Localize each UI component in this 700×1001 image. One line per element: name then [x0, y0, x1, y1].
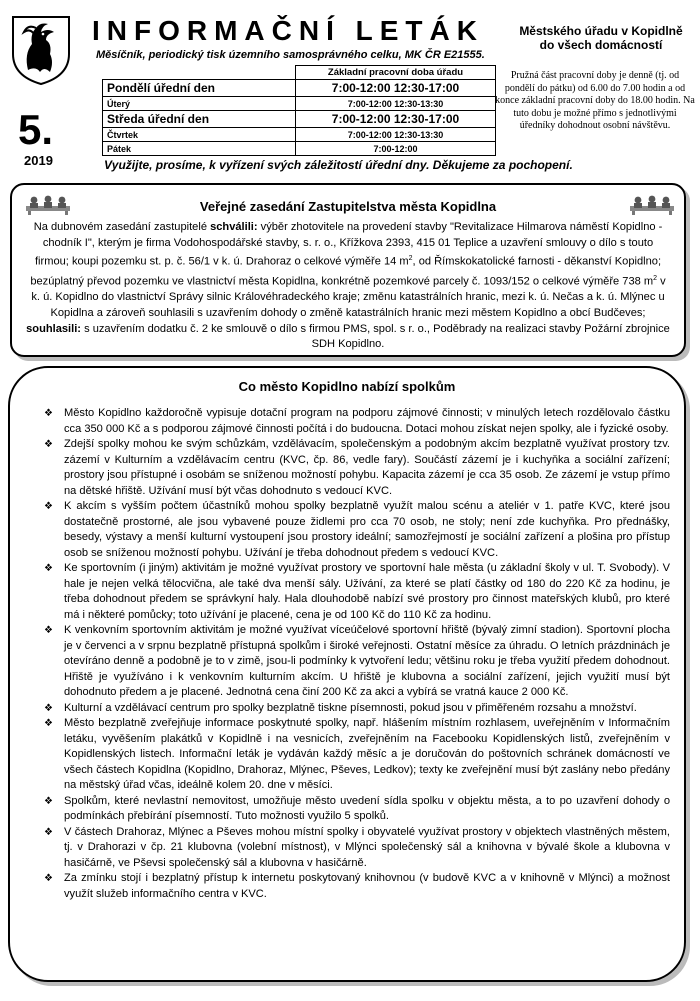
- masthead-subtitle: Měsíčník, periodický tisk územního samosprávného celku, MK ČR E21555.: [96, 49, 485, 61]
- list-item-text: Kulturní a vzdělávací centrum pro spolky bezplatně tiskne písemnosti, pokud jsou v přiměřeném rozsahu a množství.: [64, 701, 637, 714]
- council-text: v k. ú. Kopidlno do vlastnictví Správy silnic Královéhradeckého kraje; změnu katastrálních hranic, mezi k. ú. Nečas a k. ú. Mlýnec u Kopidlna a zároveň souhlasili s uzavřením dohody o změně katastrálních hranic mezi městem Kopidlno a obcí Budčeves;: [31, 275, 666, 319]
- council-superscript: 2: [653, 274, 658, 282]
- list-item: [44, 871, 670, 902]
- list-item-text: Ke sportovním (i jiným) aktivitám je možné využívat prostory ve sportovní hale města (u základní školy v ul. T. Svobody). V hale je nejen velká tělocvična, ale také dva menší sály. Užívání, za které se platí částky od 180 do 220 Kč za hodinu, je třeba dohodnout předem se správkyní haly. Hala dlouhodobě nabízí své prostory pro činnost mateřských klubů, pro které má i některé pomůcky; toto užívání je placené, cena je od 100 Kč do 110 Kč za hodinu.: [64, 562, 670, 621]
- bullet-diamond-icon: ❖: [44, 702, 53, 714]
- council-meeting-text: [25, 220, 671, 353]
- office-hours-corner: [103, 66, 296, 80]
- office-hours-day: Úterý: [103, 97, 296, 111]
- list-item: [44, 406, 670, 437]
- distribution-title-line-2: do všech domácností: [539, 38, 663, 52]
- list-item: [44, 794, 670, 825]
- bullet-diamond-icon: ❖: [44, 408, 53, 419]
- office-hours-times: 7:00-12:00 12:30-13:30: [296, 128, 496, 142]
- council-text: výběr zhotovitele na provedení stavby "Revitalizace Hilmarova náměstí Kopidlno - chodník I", kterým je firma Vodohospodářské stavby, s. r. o., Křížkova 2393, 415 01 Teplice a uzavření smlouvy o dílo s touto firmou; koupi pozemku st. p. č. 56/1 v k. ú. Drahoraz o celkové výměře 14 m: [34, 221, 663, 269]
- office-hours-times: 7:00-12:00 12:30-17:00: [296, 111, 496, 128]
- council-text: s uzavřením dodatku č. 2 ke smlouvě o dílo s firmou PMS, spol. s r. o., Poděbrady na realizaci stavby Požární zbrojnice SDH Kopidlno.: [81, 322, 670, 351]
- list-item: [44, 825, 670, 872]
- office-hours-day: Pondělí úřední den: [103, 80, 296, 97]
- office-hours-times: 7:00-12:00: [296, 142, 496, 156]
- list-item: [44, 499, 670, 561]
- issue-year: 2019: [24, 153, 53, 168]
- masthead-title: INFORMAČNÍ LETÁK: [92, 15, 484, 46]
- flexible-hours-note: Pružná část pracovní doby je denně (tj. od pondělí do pátku) od 6.00 do 7.00 hodin a od konce základní pracovní doby do 18.00 hodin. Na tuto dobu je možné přímo s jednotlivými úředníky dohodnout osobní návštěvu.: [495, 70, 695, 132]
- clubs-offer-title: Co město Kopidlno nabízí spolkům: [238, 379, 456, 394]
- town-crest-goat-icon: [10, 14, 72, 86]
- list-item-text: Za zmínku stojí i bezplatný přístup k internetu poskytovaný knihovnou (v budově KVC a v knihovně v Mlýnci) a možnost využít služeb informačního centra v KVC.: [64, 872, 670, 900]
- council-superscript: 2: [408, 255, 413, 263]
- office-hours-day: Středa úřední den: [103, 111, 296, 128]
- list-item: [44, 561, 670, 623]
- bullet-diamond-icon: ❖: [44, 439, 53, 450]
- list-item-text: Město Kopidlno každoročně vypisuje dotační program na podporu zájmové činnosti; v minulých letech rozdělovalo částku cca 350 000 Kč a s podporou zájmové činnosti počítá i do budoucna. Dotaci mohou získat nejen spolky, ale i fyzické osoby.: [64, 407, 670, 435]
- list-item-text: V částech Drahoraz, Mlýnec a Pševes mohou místní spolky i obyvatelé využívat prostory v objektech vlastněných městem, tj. v Drahorazi v čp. 21 klubovna (volební místnost), v Mlýnci společenský sál a knihovna v bývalé škole a klubovna v hasičárně, ve Pševsi společenský sál a klubovna v hasičárně.: [64, 825, 670, 869]
- bullet-diamond-icon: ❖: [44, 795, 53, 807]
- council-approved-label: schválili:: [210, 221, 258, 233]
- council-agreed-label: souhlasili:: [26, 322, 81, 335]
- office-hours-day: Čtvrtek: [103, 128, 296, 142]
- list-item-text: Spolkům, které nevlastní nemovitost, umožňuje město uvedení sídla spolku v objektu města, a to po uzavření dohody o podmínkách přebírání písemností. Tuto možnosti využilo 5 spolků.: [64, 794, 670, 822]
- distribution-title-line-1: Městského úřadu v Kopidlně: [519, 24, 683, 38]
- list-item-text: Město bezplatně zveřejňuje informace poskytnuté spolky, např. hlášením místním rozhlasem, uveřejněním v Informačním letáku, vyvěšením plakátků v Kopidlně i na vesnicích, zveřejněním na Facebooku Kopidlenských listů, zveřejněním v Kopidlenských listech. Informační leták je vydáván každý měsíc a je doručován do poštovních schránek domácností ve všech částech Kopidlna (Kopidlno, Drahoraz, Mlýnec, Pševes, Ledkov); texty ke zveřejnění musí být zaslány nebo předány na městský úřad včas, ideálně kolem 20. dne v měsíci.: [64, 717, 670, 791]
- bullet-diamond-icon: ❖: [44, 563, 53, 574]
- council-text: , od Římskokatolické farnosti - děkanství Kopidlno; bezúplatný převod pozemku ve vlastnictví města Kopidlna, konkrétně pozemkové parcely č. 1093/152 o celkové výměře 738 m: [30, 256, 662, 288]
- office-hours-times: 7:00-12:00 12:30-13:30: [296, 97, 496, 111]
- clubs-offer-list: [44, 406, 670, 902]
- list-item: [44, 437, 670, 499]
- list-item-text: Zdejší spolky mohou ke svým schůzkám, vzdělávacím, společenským a podobným akcím bezplatně využívat prostory tzv. zázemí v Kulturním a vzdělávacím centru (KVC, čp. 86, vedle fary). Součástí zázemí je i kuchyňka a sociální zařízení; prostory jsou přístupné i osobám se sníženou možností pohybu. Kapacita zázemí je cca 35 osob. Ze zázemí je vstup přímo na dětské hřiště. Užívání musí být včas dohodnuto s vedoucí KVC.: [64, 438, 670, 497]
- council-meeting-title: Veřejné zasedání Zastupitelstva města Kopidlna: [199, 199, 497, 214]
- header-footer-note: Využijte, prosíme, k vyřízení svých záležitostí úřední dny. Děkujeme za pochopení.: [104, 158, 573, 172]
- list-item: [44, 701, 670, 717]
- office-hours-heading: Základní pracovní doba úřadu: [296, 66, 496, 80]
- office-hours-table: [102, 65, 496, 156]
- bullet-diamond-icon: ❖: [44, 718, 53, 729]
- list-item: [44, 623, 670, 701]
- office-hours-day: Pátek: [103, 142, 296, 156]
- bullet-diamond-icon: ❖: [44, 826, 53, 838]
- bullet-diamond-icon: ❖: [44, 501, 53, 512]
- council-text: Na dubnovém zasedání zastupitelé: [33, 221, 211, 233]
- bullet-diamond-icon: ❖: [44, 873, 53, 884]
- list-item-text: K venkovním sportovním aktivitám je možné využívat víceúčelové sportovní hřiště (bývalý zimní stadion). Sportovní plocha je v červenci a v srpnu bezplatně přístupná spolkům i široké veřejnosti. Ostatní měsíce za úhradu. O letních prázdninách je otevíráno denně a podobně je to v zimě, jsou-li podmínky k vytvoření ledu; většinu roku je třeba využití předem dohodnout. Hřiště je využíváno i k venkovním kulturním akcím. U hřiště je klubovna a sociální zařízení, jejich využití musí být dohodnuto předem a je placené. Jednotná cena činí 200 Kč za akci a vybírá se vratná kauce 2 000 Kč.: [64, 624, 670, 698]
- office-hours-times: 7:00-12:00 12:30-17:00: [296, 80, 496, 97]
- bullet-diamond-icon: ❖: [44, 625, 53, 636]
- list-item-text: K akcím s vyšším počtem účastníků mohou spolky bezplatně využít malou scénu a ateliér v 1. patře KVC, které jsou dostatečně prostorné, ale jsou vybavené pouze židlemi pro cca 70 osob, ne stoly; není zde kuchyňka. Pro přednášky, besedy, výstavy a menší kulturní vystoupení jsou prostory ideální; samozřejmostí je sociální zařízení a plošina pro přístup osob se sníženou možností pohybu. Užívání je třeba dohodnout předem s vedoucí KVC.: [64, 500, 670, 559]
- issue-number: 5.: [18, 106, 54, 153]
- distribution-title: [506, 24, 696, 52]
- list-item: [44, 716, 670, 794]
